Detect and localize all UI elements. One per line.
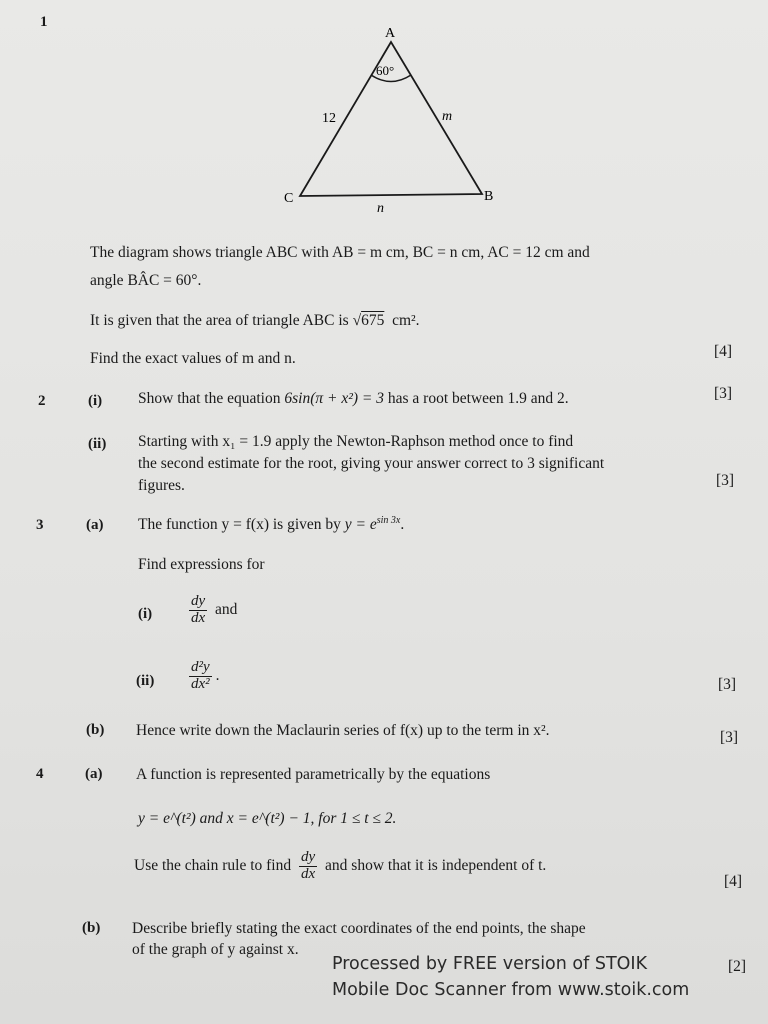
q4-part-b-label: (b) — [82, 920, 101, 936]
scanner-watermark-line2: Mobile Doc Scanner from www.stoik.com — [332, 980, 690, 1000]
q3-ii-num: d²y — [191, 659, 210, 675]
q3-part-i-label: (i) — [138, 606, 153, 622]
q3-b-marks: [3] — [720, 729, 739, 746]
q4-chain-pre: Use the chain rule to find — [134, 856, 292, 874]
q3-i-fraction — [189, 594, 207, 627]
q3-b-text: Hence write down the Maclaurin series of f(x) up to the term in x². — [136, 722, 550, 739]
q3-ii-den: dx² — [191, 675, 210, 692]
q4-chain-post: and show that it is independent of t. — [325, 856, 547, 874]
q2-ii-line1: Starting with x₁ = 1.9 apply the Newton-Raphson method once to find — [138, 433, 574, 450]
question-number-2: 2 — [38, 393, 46, 409]
q3-ii-marks: [3] — [718, 676, 737, 693]
triangle-diagram — [270, 20, 510, 220]
q1-text-line1: The diagram shows triangle ABC with AB = m cm, BC = n cm, AC = 12 cm and — [90, 244, 590, 261]
q3-ii-expression: $\frac{\text{d²y}}{\text{dx²}}$ . — [191, 659, 220, 692]
side-label-ab: m — [442, 109, 453, 124]
q4-a-text: A function is represented parametrically by the equations — [136, 766, 491, 783]
vertex-label-b: B — [484, 189, 494, 204]
side-label-ac: 12 — [322, 111, 336, 126]
q1-marks: [4] — [714, 343, 733, 360]
q2-part-i-text — [138, 390, 569, 408]
q3-part-ii-label: (ii) — [136, 673, 155, 689]
q2-i-equation: 6sin(π + x²) = 3 — [284, 390, 384, 407]
q2-ii-marks: [3] — [716, 472, 735, 489]
q3-part-b-label: (b) — [86, 722, 105, 738]
q4-a-marks: [4] — [724, 873, 743, 890]
side-label-bc: n — [377, 201, 384, 216]
q4-chain-den: dx — [300, 865, 316, 882]
q4-b-line2: of the graph of y against x. — [132, 941, 299, 958]
q3-i-and: and — [215, 600, 238, 618]
q1-area-unit: cm². — [392, 312, 420, 329]
q4-b-line1: Describe briefly stating the exact coordinates of the end points, the shape — [132, 920, 586, 937]
q1-text-line2: angle BÂC = 60°. — [90, 272, 202, 289]
q2-ii-line2: the second estimate for the root, giving your answer correct to 3 significant — [138, 455, 605, 472]
q3-a-func: y = e — [344, 516, 377, 534]
q4-chain-rule-text — [134, 850, 546, 883]
q3-find-text: Find expressions for — [138, 556, 265, 573]
q1-text-line3: It is given that the area of triangle ABC is √675 cm². — [90, 312, 420, 329]
q4-chain-num: dy — [300, 849, 316, 865]
q3-i-expression — [185, 594, 237, 627]
q4-part-a-label: (a) — [85, 766, 103, 782]
q3-i-den: dx — [191, 609, 206, 626]
question-number-1: 1 — [40, 14, 48, 30]
q3-i-num: dy — [191, 593, 206, 609]
q4-b-marks: [2] — [728, 958, 747, 975]
q2-ii-line3: figures. — [138, 477, 185, 494]
q2-part-ii-label: (ii) — [88, 436, 107, 452]
scanner-watermark-line1: Processed by FREE version of STOIK — [332, 954, 648, 974]
vertex-label-a: A — [385, 26, 396, 41]
q3-a-text: The function y = f(x) is given by $y = e^{sin 3x}$. — [138, 515, 405, 534]
q4-chain-fraction — [299, 850, 317, 883]
q4-equations: y = e^(t²) and x = e^(t²) − 1, for 1 ≤ t ≤ 2. — [138, 810, 397, 827]
question-number-3: 3 — [36, 517, 44, 533]
q3-a-text-pre: The function y = f(x) is given by — [138, 516, 341, 534]
q2-i-text-pre: Show that the equation — [138, 390, 281, 407]
q2-part-i-label: (i) — [88, 393, 103, 409]
q3-part-a-label: (a) — [86, 517, 104, 533]
question-number-4: 4 — [36, 766, 44, 782]
q1-area-pre: It is given that the area of triangle ABC is — [90, 312, 353, 329]
q3-ii-fraction — [189, 660, 212, 693]
q2-i-text-post: has a root between 1.9 and 2. — [387, 390, 569, 407]
vertex-label-c: C — [284, 191, 294, 206]
q1-text-line4: Find the exact values of m and n. — [90, 350, 296, 367]
q2-i-marks: [3] — [714, 385, 733, 402]
q1-area-root: 675 — [361, 312, 385, 329]
q3-a-exponent: sin 3x — [376, 515, 401, 526]
angle-label: 60° — [376, 63, 395, 78]
